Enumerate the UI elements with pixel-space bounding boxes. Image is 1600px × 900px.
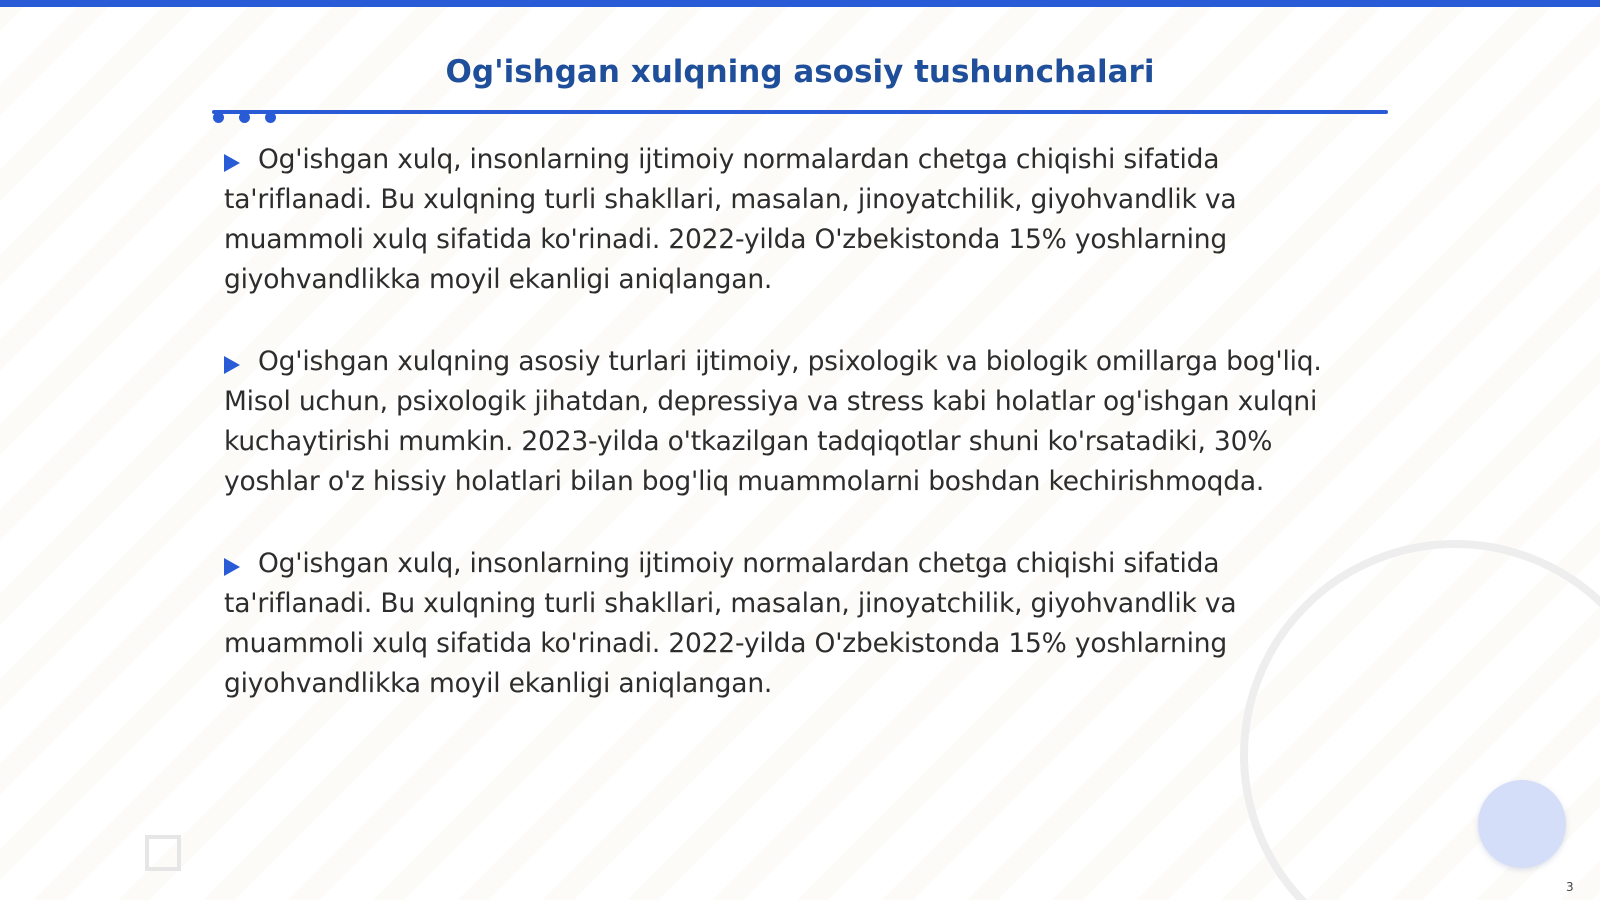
triangle-right-icon [224, 356, 240, 374]
top-accent-bar [0, 0, 1600, 7]
triangle-right-icon [224, 558, 240, 576]
underline-dot [239, 112, 250, 123]
bullet-item [224, 140, 1354, 300]
bullet-item [224, 544, 1354, 704]
triangle-right-icon [224, 154, 240, 172]
bullet-list [224, 140, 1354, 746]
title-underline [212, 110, 1388, 114]
bullet-text: Og'ishgan xulq, insonlarning ijtimoiy normalardan chetga chiqishi sifatida ta'riflanadi. Bu xulqning turli shakllari, masalan, jinoyatchilik, giyohvandlik va muammoli xulq sifatida ko'rinadi. 2022-yilda O'zbekistonda 15% yoshlarning giyohvandlikka moyil ekanligi aniqlangan. [224, 144, 1237, 295]
slide-title: Og'ishgan xulqning asosiy tushunchalari [445, 54, 1155, 90]
underline-dot [265, 112, 276, 123]
decorative-square [145, 835, 181, 871]
bullet-item [224, 342, 1354, 502]
bullet-text: Og'ishgan xulqning asosiy turlari ijtimoiy, psixologik va biologik omillarga bog'liq. Misol uchun, psixologik jihatdan, depressiya va stress kabi holatlar og'ishgan xulqni kuchaytirishi mumkin. 2023-yilda o'tkazilgan tadqiqotlar shuni ko'rsatadiki, 30% yoshlar o'z hissiy holatlari bilan bog'liq muammolarni boshdan kechirishmoqda. [224, 346, 1322, 497]
underline-dot [213, 112, 224, 123]
page-number: 3 [1566, 880, 1574, 894]
decorative-circle [1478, 780, 1566, 868]
bullet-text: Og'ishgan xulq, insonlarning ijtimoiy normalardan chetga chiqishi sifatida ta'riflanadi. Bu xulqning turli shakllari, masalan, jinoyatchilik, giyohvandlik va muammoli xulq sifatida ko'rinadi. 2022-yilda O'zbekistonda 15% yoshlarning giyohvandlikka moyil ekanligi aniqlangan. [224, 548, 1237, 699]
